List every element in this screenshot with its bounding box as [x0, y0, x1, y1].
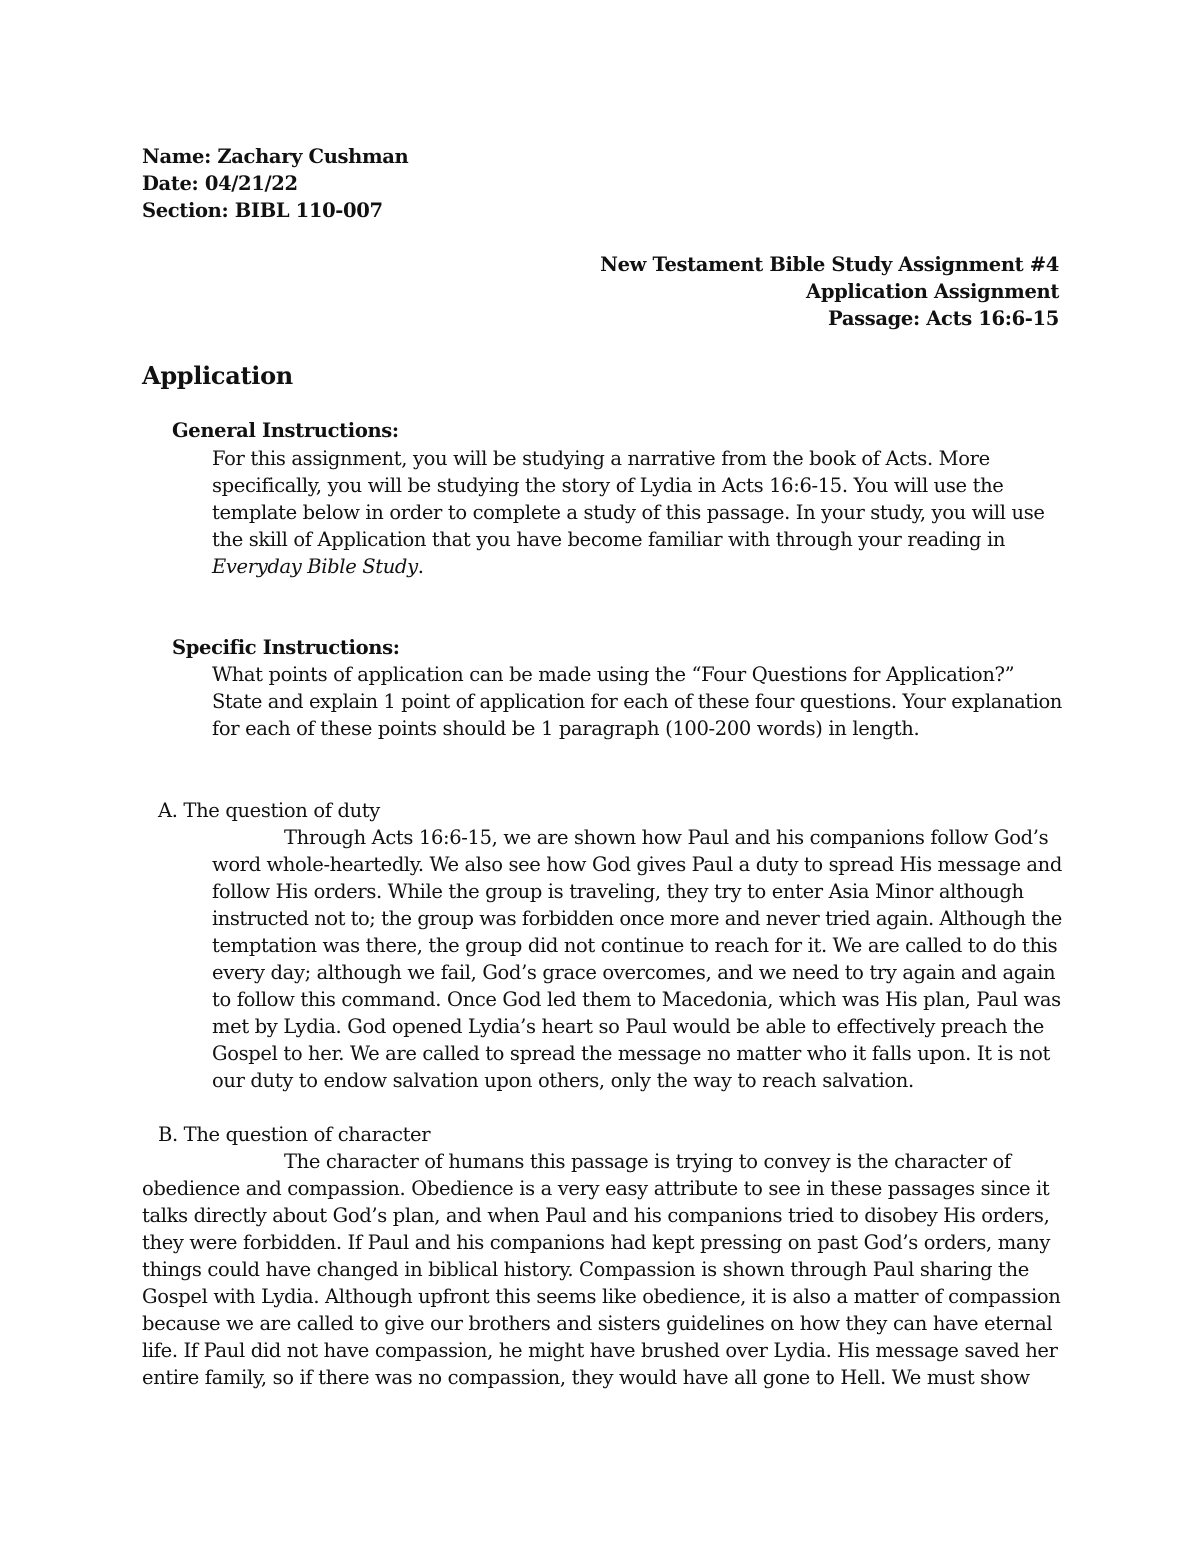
- section-a-line: met by Lydia. God opened Lydia’s heart so Paul would be able to effectively preach the: [212, 1015, 1044, 1038]
- section-a-line: to follow this command. Once God led them to Macedonia, which was His plan, Paul was: [212, 988, 1061, 1011]
- specific-instructions-line: for each of these points should be 1 paragraph (100-200 words) in length.: [212, 717, 920, 740]
- section-b-line: entire family, so if there was no compassion, they would have all gone to Hell. We must show: [142, 1366, 1030, 1389]
- section-a-line: temptation was there, the group did not continue to reach for it. We are called to do this: [212, 934, 1058, 957]
- general-instructions-line: For this assignment, you will be studying a narrative from the book of Acts. More: [212, 447, 990, 470]
- general-instructions-line: the skill of Application that you have become familiar with through your reading in: [212, 528, 1006, 551]
- section-a-line: Gospel to her. We are called to spread the message no matter who it falls upon. It is not: [212, 1042, 1051, 1065]
- general-instructions-label: General Instructions:: [172, 419, 399, 442]
- general-instructions-line: template below in order to complete a study of this passage. In your study, you will use: [212, 501, 1045, 524]
- section-a-line: word whole-heartedly. We also see how God gives Paul a duty to spread His message and: [212, 853, 1062, 876]
- section-b-label: B. The question of character: [158, 1123, 431, 1146]
- section-b-line: because we are called to give our brothers and sisters guidelines on how they can have eternal: [142, 1312, 1053, 1335]
- book-title-period: .: [417, 555, 424, 578]
- specific-instructions-line: State and explain 1 point of application for each of these four questions. Your explanation: [212, 690, 1062, 713]
- section-b-line: things could have changed in biblical history. Compassion is shown through Paul sharing the: [142, 1258, 1029, 1281]
- specific-instructions-line: What points of application can be made using the “Four Questions for Application?”: [212, 663, 1015, 686]
- general-instructions-line: [212, 553, 424, 580]
- general-instructions-line: specifically, you will be studying the story of Lydia in Acts 16:6-15. You will use the: [212, 474, 1004, 497]
- course-section: Section: BIBL 110-007: [142, 199, 383, 222]
- book-title: Everyday Bible Study: [212, 555, 418, 578]
- passage-reference: Passage: Acts 16:6-15: [828, 307, 1059, 330]
- section-b-line: The character of humans this passage is trying to convey is the character of: [284, 1150, 1011, 1173]
- student-name: Name: Zachary Cushman: [142, 145, 409, 168]
- section-a-line: our duty to endow salvation upon others, only the way to reach salvation.: [212, 1069, 914, 1092]
- assignment-subtitle: Application Assignment: [806, 280, 1059, 303]
- section-b-line: they were forbidden. If Paul and his companions had kept pressing on past God’s orders, many: [142, 1231, 1051, 1254]
- section-a-line: follow His orders. While the group is traveling, they try to enter Asia Minor although: [212, 880, 1024, 903]
- section-a-line: every day; although we fail, God’s grace overcomes, and we need to try again and again: [212, 961, 1056, 984]
- section-b-line: Gospel with Lydia. Although upfront this seems like obedience, it is also a matter of compassion: [142, 1285, 1061, 1308]
- section-b-line: obedience and compassion. Obedience is a very easy attribute to see in these passages since it: [142, 1177, 1050, 1200]
- assignment-title: New Testament Bible Study Assignment #4: [600, 253, 1059, 276]
- page-heading: Application: [142, 361, 293, 390]
- specific-instructions-label: Specific Instructions:: [172, 636, 400, 659]
- section-a-label: A. The question of duty: [158, 799, 380, 822]
- section-b-line: talks directly about God’s plan, and when Paul and his companions tried to disobey His orders,: [142, 1204, 1050, 1227]
- section-a-line: Through Acts 16:6-15, we are shown how Paul and his companions follow God’s: [284, 826, 1049, 849]
- section-a-line: instructed not to; the group was forbidden once more and never tried again. Although the: [212, 907, 1062, 930]
- section-b-line: life. If Paul did not have compassion, he might have brushed over Lydia. His message saved her: [142, 1339, 1058, 1362]
- assignment-date: Date: 04/21/22: [142, 172, 298, 195]
